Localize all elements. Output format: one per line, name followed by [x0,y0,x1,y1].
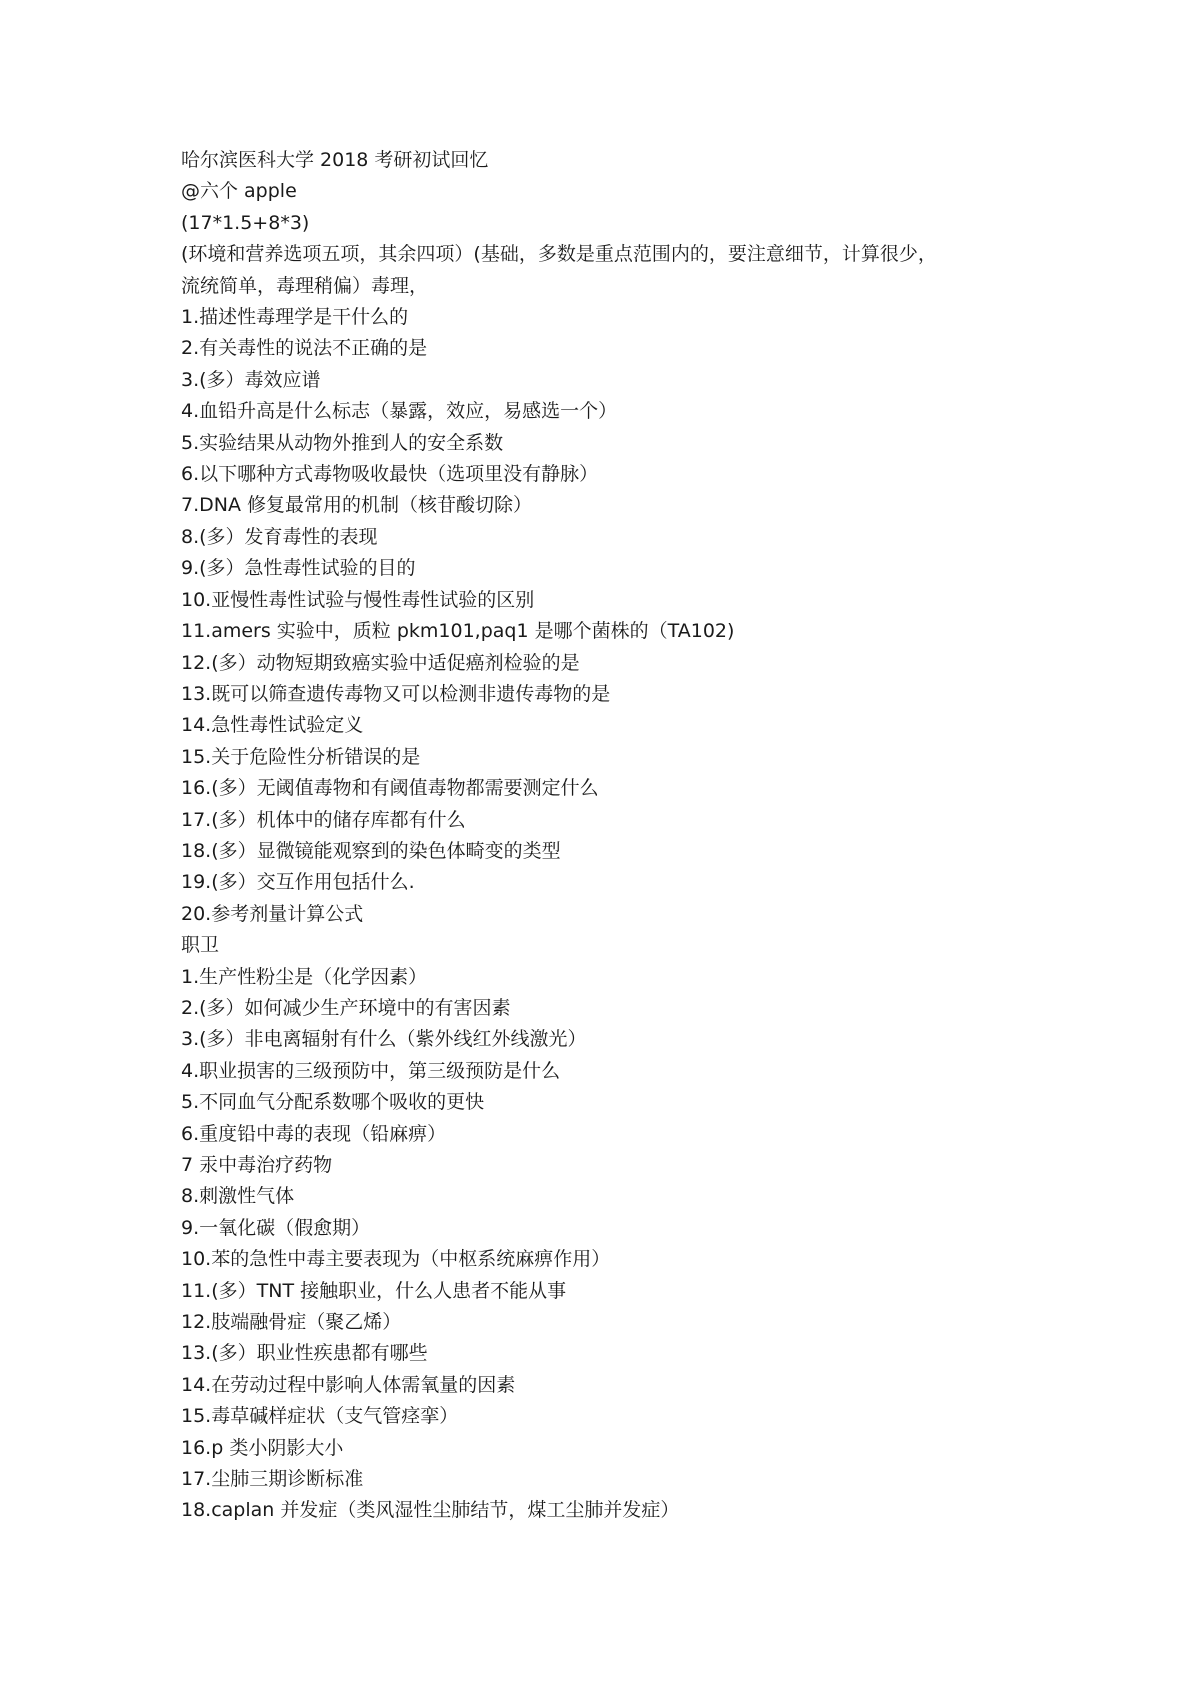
text-line: (环境和营养选项五项，其余四项）(基础，多数是重点范围内的，要注意细节，计算很少， [181,243,937,266]
text-line: 14.在劳动过程中影响人体需氧量的因素 [181,1373,516,1396]
text-line: 12.(多）动物短期致癌实验中适促癌剂检验的是 [181,651,580,674]
text-line: 11.amers 实验中，质粒 pkm101,paq1 是哪个菌株的（TA102) [181,620,735,643]
text-line: 10.苯的急性中毒主要表现为（中枢系统麻痹作用） [181,1248,611,1271]
text-line: 2.(多）如何减少生产环境中的有害因素 [181,996,511,1019]
text-line: 8.(多）发育毒性的表现 [181,525,378,548]
text-line: 8.刺激性气体 [181,1185,295,1208]
text-line: 职卫 [181,934,220,957]
text-line: 10.亚慢性毒性试验与慢性毒性试验的区别 [181,588,535,611]
text-line: 16.(多）无阈值毒物和有阈值毒物都需要测定什么 [181,777,599,800]
text-line: 11.(多）TNT 接触职业，什么人患者不能从事 [181,1279,567,1302]
text-line: 3.(多）毒效应谱 [181,368,321,391]
text-line: 12.肢端融骨症（聚乙烯） [181,1311,402,1334]
text-line: @六个 apple [181,180,297,203]
text-line: (17*1.5+8*3) [181,211,310,234]
document-body [181,145,1021,1527]
text-line: 5.不同血气分配系数哪个吸收的更快 [181,1091,485,1114]
text-line: 4.职业损害的三级预防中，第三级预防是什么 [181,1059,561,1082]
text-line: 19.(多）交互作用包括什么. [181,871,415,894]
document-title: 哈尔滨医科大学 2018 考研初试回忆 [181,149,489,171]
text-line: 20.参考剂量计算公式 [181,902,364,925]
text-line: 15.毒草碱样症状（支气管痉挛） [181,1405,459,1428]
text-line: 1.生产性粉尘是（化学因素） [181,965,428,988]
text-line: 14.急性毒性试验定义 [181,714,364,737]
text-line: 13.(多）职业性疾患都有哪些 [181,1342,428,1365]
text-line: 5.实验结果从动物外推到人的安全系数 [181,431,504,454]
text-line: 9.(多）急性毒性试验的目的 [181,557,416,580]
text-line: 流统简单，毒理稍偏）毒理， [181,274,429,297]
text-line: 15.关于危险性分析错误的是 [181,745,421,768]
text-line: 17.(多）机体中的储存库都有什么 [181,808,466,831]
text-line: 7.DNA 修复最常用的机制（核苷酸切除） [181,494,533,517]
text-line: 1.描述性毒理学是干什么的 [181,306,409,329]
text-line: 6.重度铅中毒的表现（铅麻痹） [181,1122,447,1145]
text-line: 2.有关毒性的说法不正确的是 [181,337,428,360]
text-line: 18.(多）显微镜能观察到的染色体畸变的类型 [181,839,561,862]
text-line: 18.caplan 并发症（类风湿性尘肺结节，煤工尘肺并发症） [181,1499,680,1522]
text-line: 9.一氧化碳（假愈期） [181,1216,371,1239]
text-line: 13.既可以筛查遗传毒物又可以检测非遗传毒物的是 [181,682,611,705]
text-line: 7 汞中毒治疗药物 [181,1154,333,1176]
text-line: 16.p 类小阴影大小 [181,1436,344,1459]
text-line: 17.尘肺三期诊断标准 [181,1468,364,1491]
text-line: 6.以下哪种方式毒物吸收最快（选项里没有静脉） [181,463,599,486]
text-line: 4.血铅升高是什么标志（暴露，效应，易感选一个） [181,400,618,423]
text-line: 3.(多）非电离辐射有什么（紫外线红外线激光） [181,1028,587,1051]
